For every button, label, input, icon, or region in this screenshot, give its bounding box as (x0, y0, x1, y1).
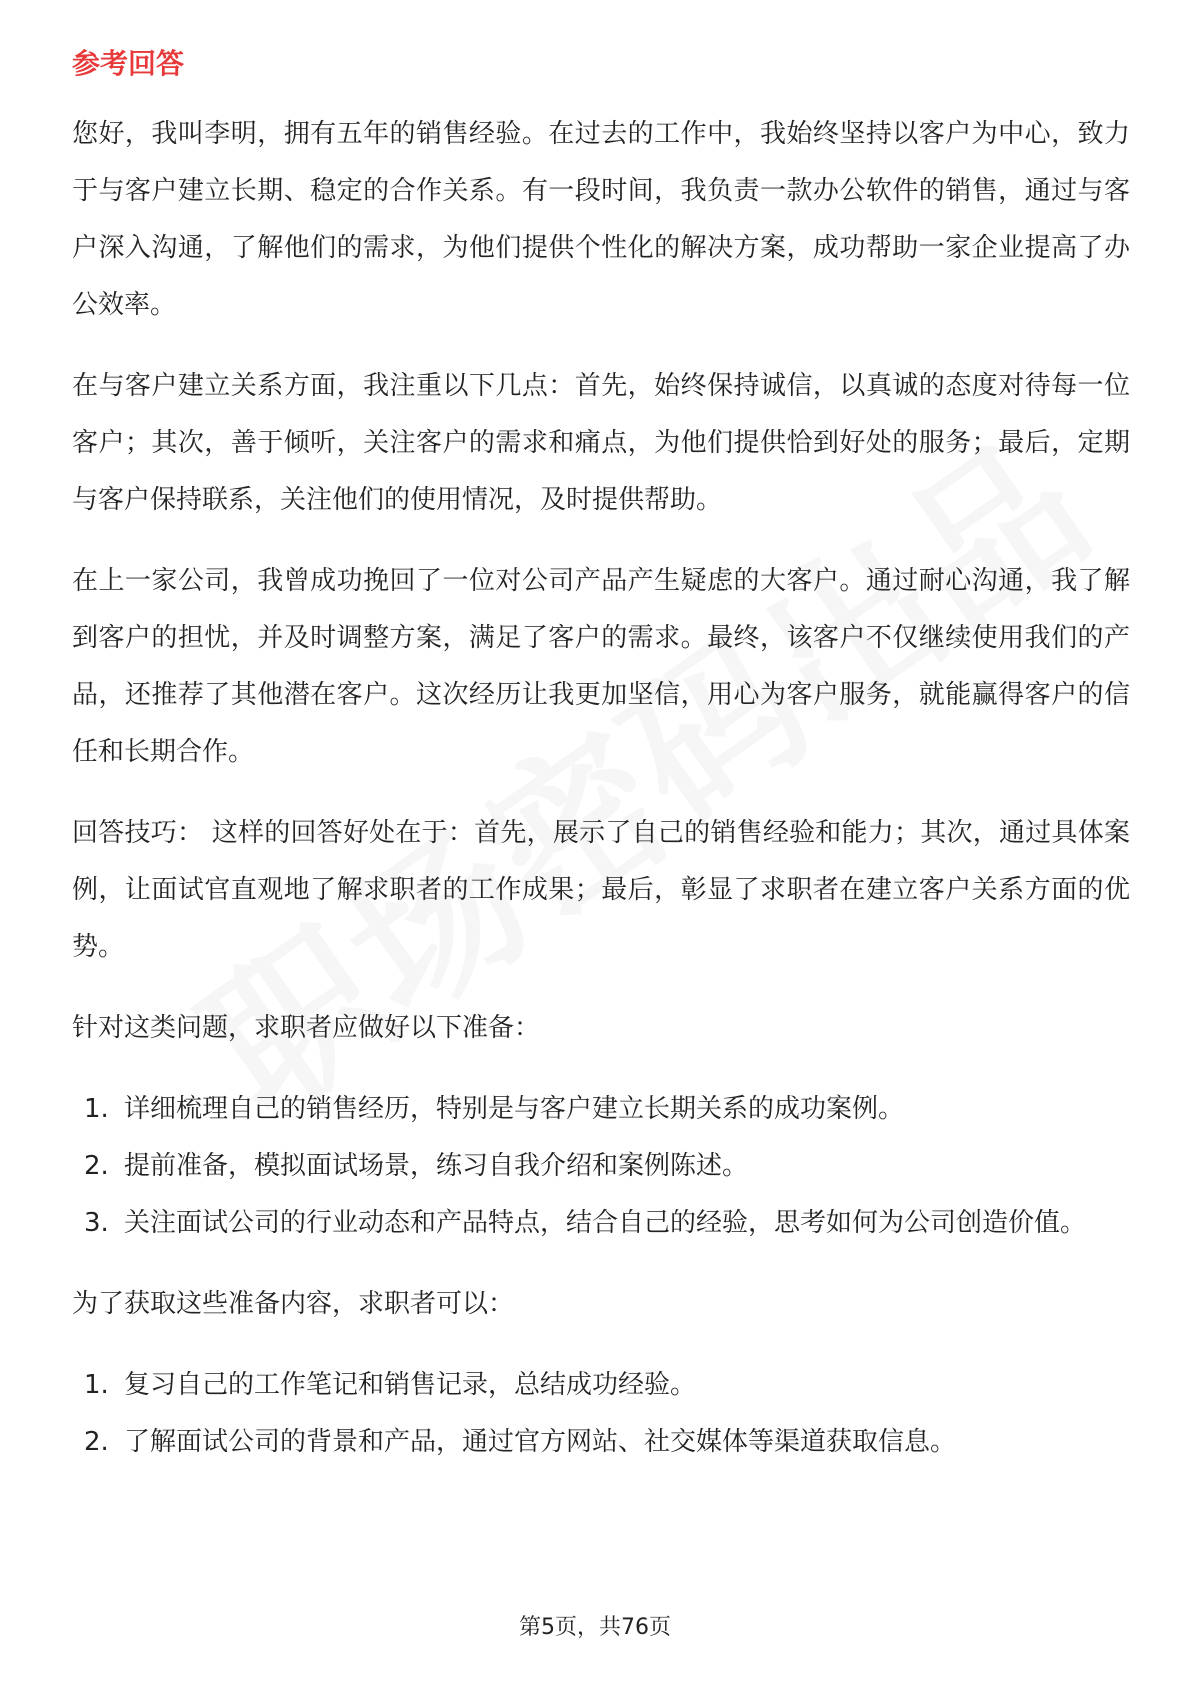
get-list (72, 1357, 1130, 1471)
list-number: 3. (84, 1208, 109, 1238)
list-item (72, 1195, 1130, 1252)
list-text: 关注面试公司的行业动态和产品特点，结合自己的经验，思考如何为公司创造价值。 (124, 1208, 1087, 1238)
list-text: 复习自己的工作笔记和销售记录，总结成功经验。 (124, 1370, 697, 1400)
paragraph-relationship: 在与客户建立关系方面，我注重以下几点：首先，始终保持诚信，以真诚的态度对待每一位客户；其次，善于倾听，关注客户的需求和痛点，为他们提供恰到好处的服务；最后，定期与客户保持联系，关注他们的使用情况，及时提供帮助。 (72, 371, 1130, 515)
paragraph-case: 在上一家公司，我曾成功挽回了一位对公司产品产生疑虑的大客户。通过耐心沟通，我了解到客户的担忧，并及时调整方案，满足了客户的需求。最终，该客户不仅继续使用我们的产品，还推荐了其他潜在客户。这次经历让我更加坚信，用心为客户服务，就能赢得客户的信任和长期合作。 (72, 566, 1130, 767)
list-text: 了解面试公司的背景和产品，通过官方网站、社交媒体等渠道获取信息。 (124, 1427, 957, 1457)
list-item (72, 1081, 1130, 1138)
get-intro: 为了获取这些准备内容，求职者可以： (72, 1289, 515, 1319)
list-item (72, 1414, 1130, 1471)
section-heading: 参考回答 (72, 47, 185, 80)
document-content (72, 44, 1130, 1495)
paragraph-tips: 回答技巧： 这样的回答好处在于：首先，展示了自己的销售经验和能力；其次，通过具体案例，让面试官直观地了解求职者的工作成果；最后，彰显了求职者在建立客户关系方面的优势。 (72, 818, 1130, 962)
page-footer: 第5页，共76页 (519, 1615, 671, 1640)
list-number: 1. (84, 1370, 109, 1400)
paragraph-intro: 您好，我叫李明，拥有五年的销售经验。在过去的工作中，我始终坚持以客户为中心，致力于与客户建立长期、稳定的合作关系。有一段时间，我负责一款办公软件的销售，通过与客户深入沟通，了解他们的需求，为他们提供个性化的解决方案，成功帮助一家企业提高了办公效率。 (72, 119, 1130, 320)
list-number: 1. (84, 1094, 109, 1124)
list-text: 详细梳理自己的销售经历，特别是与客户建立长期关系的成功案例。 (124, 1094, 905, 1124)
list-item (72, 1138, 1130, 1195)
list-number: 2. (84, 1427, 109, 1457)
prep-intro: 针对这类问题，求职者应做好以下准备： (72, 1013, 541, 1043)
list-text: 提前准备，模拟面试场景，练习自我介绍和案例陈述。 (124, 1151, 749, 1181)
list-number: 2. (84, 1151, 109, 1181)
prep-list (72, 1081, 1130, 1252)
list-item (72, 1357, 1130, 1414)
